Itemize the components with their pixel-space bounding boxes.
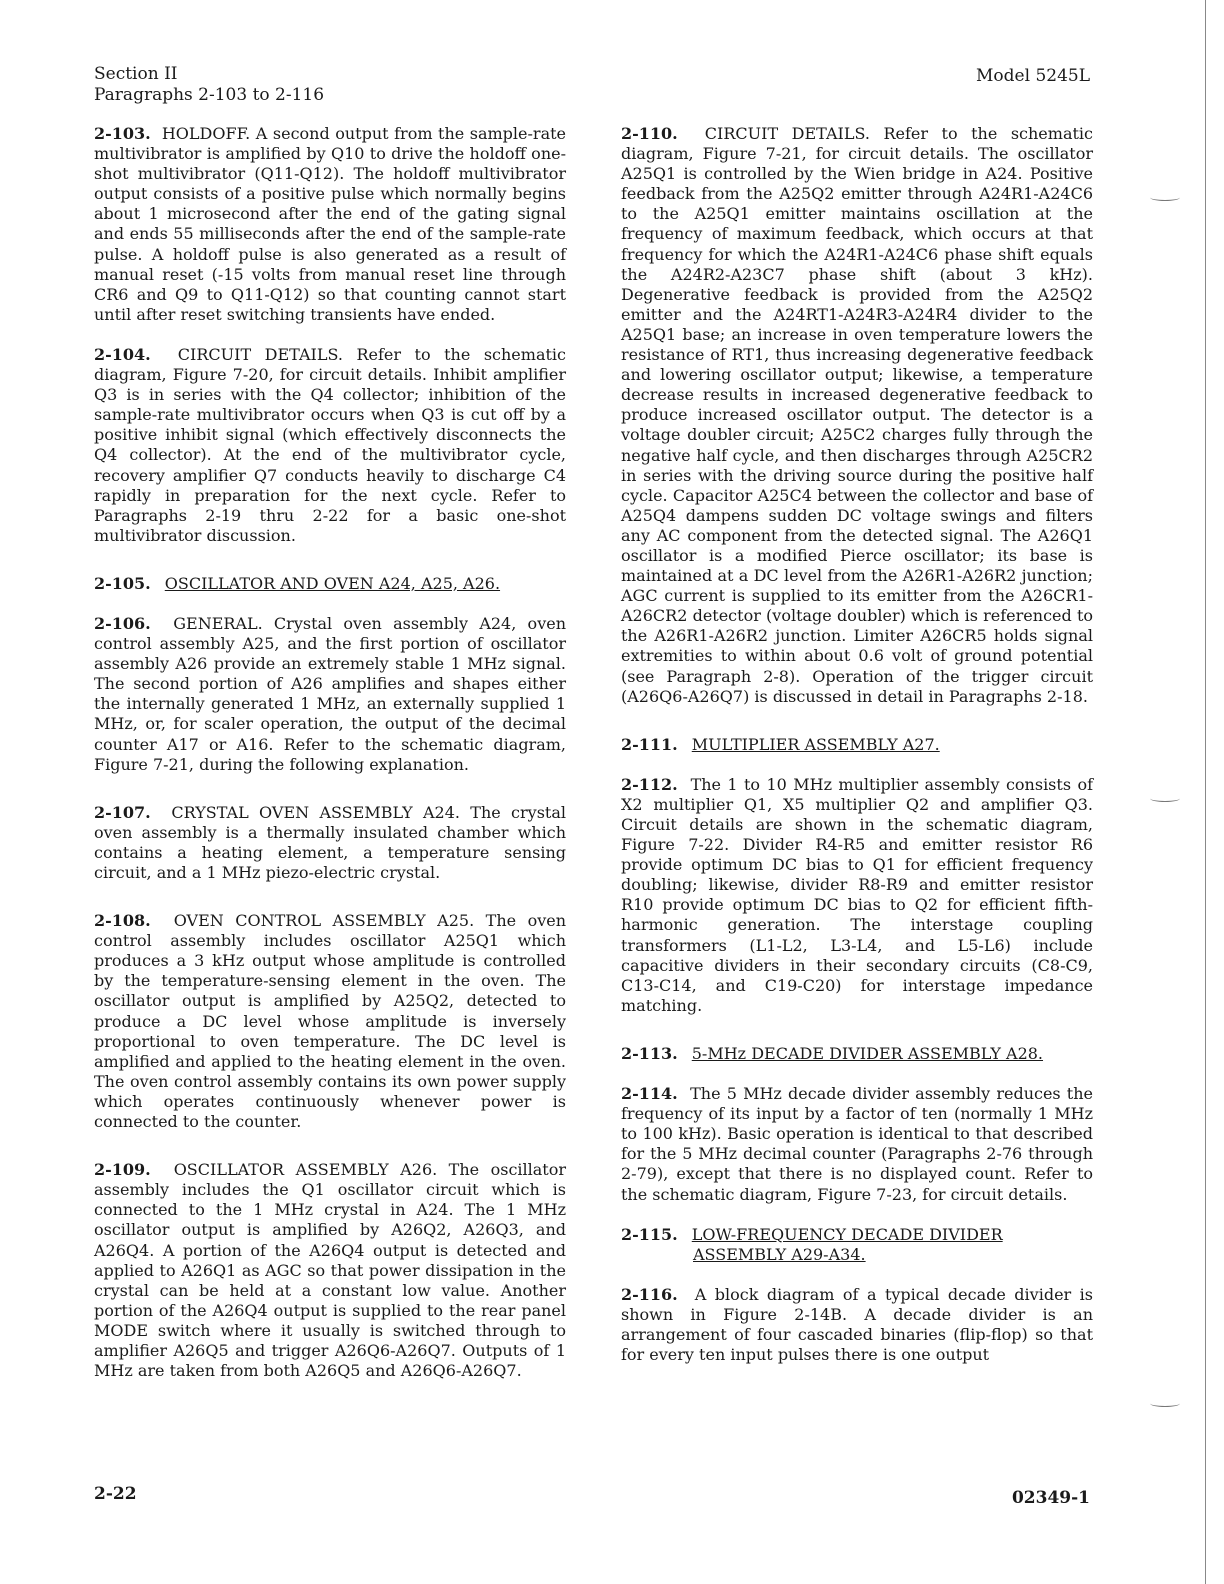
paragraph-2-108: 2-108. OVEN CONTROL ASSEMBLY A25. The oven control assembly includes oscillator A25Q1 which produces a 3 kHz output whose amplitude is controlled by the temperature-sensing element in the oven. The oscillator output is amplified by A25Q2, detected to produce a DC level whose amplitude is inversely proportional to oven temperature. The DC level is amplified and applied to the heating element in the oven. The oven control assembly contains its own power supply which operates continuously whenever power is connected to the counter. [94,911,567,1132]
right-column [621,124,1093,1385]
model-label: Model 5245L [976,66,1090,86]
paragraph-2-109: 2-109. OSCILLATOR ASSEMBLY A26. The oscillator assembly includes the Q1 oscillator circuit which is connected to the 1 MHz crystal in A24. The 1 MHz oscillator output is amplified by A26Q2, A26Q3, and A26Q4. A portion of the A26Q4 output is detected and applied to A26Q1 as AGC so that power dissipation in the crystal can be held at a constant low value. Another portion of the A26Q4 output is supplied to the rear panel MODE switch where it usually is switched through to amplifier A26Q5 and trigger A26Q6-A26Q7. Outputs of 1 MHz are taken from both A26Q5 and A26Q6-A26Q7. [94,1160,566,1381]
heading-2-111: 2-111. MULTIPLIER ASSEMBLY A27. [621,734,940,754]
heading-2-113: 2-113. 5-MHz DECADE DIVIDER ASSEMBLY A28. [621,1043,1044,1063]
document-number: 02349-1 [1011,1488,1090,1508]
paragraph-2-106: 2-106. GENERAL. Crystal oven assembly A24, oven control assembly A25, and the first portion of oscillator assembly A26 provide an extremely stable 1 MHz signal. The second portion of A26 amplifies and shapes either the internally generated 1 MHz, an externally supplied 1 MHz, or, for scaler operation, the output of the decimal counter A17 or A16. Refer to the schematic diagram, Figure 7-21, during the following explanation. [94,613,567,774]
margin-mark [1150,1400,1180,1407]
paragraph-2-103: 2-103. HOLDOFF. A second output from the sample-rate multivibrator is amplified by Q10 to drive the holdoff one-shot multivibrator (Q11-Q12). The holdoff multivibrator output consists of a positive pulse which normally begins about 1 microsecond after the end of the gating signal and ends 55 milliseconds after the end of the sample-rate pulse. A holdoff pulse is also generated as a result of manual reset (-15 volts from manual reset line through CR6 and Q9 to Q11-Q12) so that counting cannot start until after reset switching transients have ended. [94,124,567,324]
heading-2-105: 2-105. OSCILLATOR AND OVEN A24, A25, A26. [94,573,501,593]
margin-mark [1150,194,1180,201]
paragraph-2-104: 2-104. CIRCUIT DETAILS. Refer to the schematic diagram, Figure 7-20, for circuit details. Inhibit amplifier Q3 is in series with the Q4 collector; inhibition of the sample-rate multivibrator occurs when Q3 is cut off by a positive inhibit signal (which effectively disconnects the Q4 collector). At the end of the multivibrator cycle, recovery amplifier Q7 conducts heavily to discharge C4 rapidly in preparation for the next cycle. Refer to Paragraphs 2-19 thru 2-22 for a basic one-shot multivibrator discussion. [94,344,566,545]
paragraph-2-116: 2-116. A block diagram of a typical decade divider is shown in Figure 2-14B. A decade divider is an arrangement of four cascaded binaries (flip-flop) so that for every ten input pulses there is one output [621,1284,1094,1365]
paragraph-range: Paragraphs 2-103 to 2-116 [94,85,325,105]
page-header-left [94,64,324,106]
section-label: Section II [94,64,178,84]
heading-2-115: 2-115. LOW-FREQUENCY DECADE DIVIDER ASSEMBLY A29-A34. [621,1224,1003,1264]
paragraph-2-114: 2-114. The 5 MHz decade divider assembly reduces the frequency of its input by a factor of ten (normally 1 MHz to 100 kHz). Basic operation is identical to that described for the 5 MHz decimal counter (Paragraphs 2-76 through 2-79), except that there is no displayed count. Refer to the schematic diagram, Figure 7-23, for circuit details. [621,1084,1094,1204]
left-column [94,124,566,1401]
paragraph-2-107: 2-107. CRYSTAL OVEN ASSEMBLY A24. The crystal oven assembly is a thermally insulated chamber which contains a heating element, a temperature sensing circuit, and a 1 MHz piezo-electric crystal. [94,802,567,882]
page-edge-line [1205,0,1206,1584]
paragraph-2-112: 2-112. The 1 to 10 MHz multiplier assembly consists of X2 multiplier Q1, X5 multiplier Q2 and amplifier Q3. Circuit details are shown in the schematic diagram, Figure 7-22. Divider R4-R5 and emitter resistor R6 provide optimum DC bias to Q1 for efficient frequency doubling; likewise, divider R8-R9 and emitter resistor R10 provide optimum DC bias to Q2 for efficient fifth-harmonic generation. The interstage coupling transformers (L1-L2, L3-L4, and L5-L6) include capacitive dividers in their secondary circuits (C8-C9, C13-C14, and C19-C20) for interstage impedance matching. [621,774,1093,1015]
page-number: 2-22 [94,1484,137,1504]
margin-mark [1150,795,1180,802]
paragraph-2-110: 2-110. CIRCUIT DETAILS. Refer to the schematic diagram, Figure 7-21, for circuit details. The oscillator A25Q1 is controlled by the Wien bridge in A24. Positive feedback from the A25Q2 emitter through A24R1-A24C6 to the A25Q1 emitter maintains oscillation at the frequency of maximum feedback, which occurs at that frequency for which the A24R1-A24C6 phase shift equals the A24R2-A23C7 phase shift (about 3 kHz). Degenerative feedback is provided from the A25Q2 emitter and the A24RT1-A24R3-A24R4 divider to the A25Q1 base; an increase in oven temperature lowers the resistance of RT1, thus increasing degenerative feedback and lowering oscillator output; likewise, a temperature decrease results in increased degenerative feedback to produce increased oscillator output. The detector is a voltage doubler circuit; A25C2 charges fully through the negative half cycle, and then discharges through A25CR2 in series with the driving source during the positive half cycle. Capacitor A25C4 between the collector and base of A25Q4 dampens sudden DC voltage swings and filters any AC component from the detected signal. The A26Q1 oscillator is a modified Pierce oscillator; its base is maintained at a DC level from the A26R1-A26R2 junction; AGC current is supplied to its emitter from the A26CR1-A26CR2 detector (voltage doubler) which is referenced to the A26R1-A26R2 junction. Limiter A26CR5 holds signal extremities to within about 0.6 volt of ground potential (see Paragraph 2-8). Operation of the trigger circuit (A26Q6-A26Q7) is discussed in detail in Paragraphs 2-18. [621,124,1093,706]
